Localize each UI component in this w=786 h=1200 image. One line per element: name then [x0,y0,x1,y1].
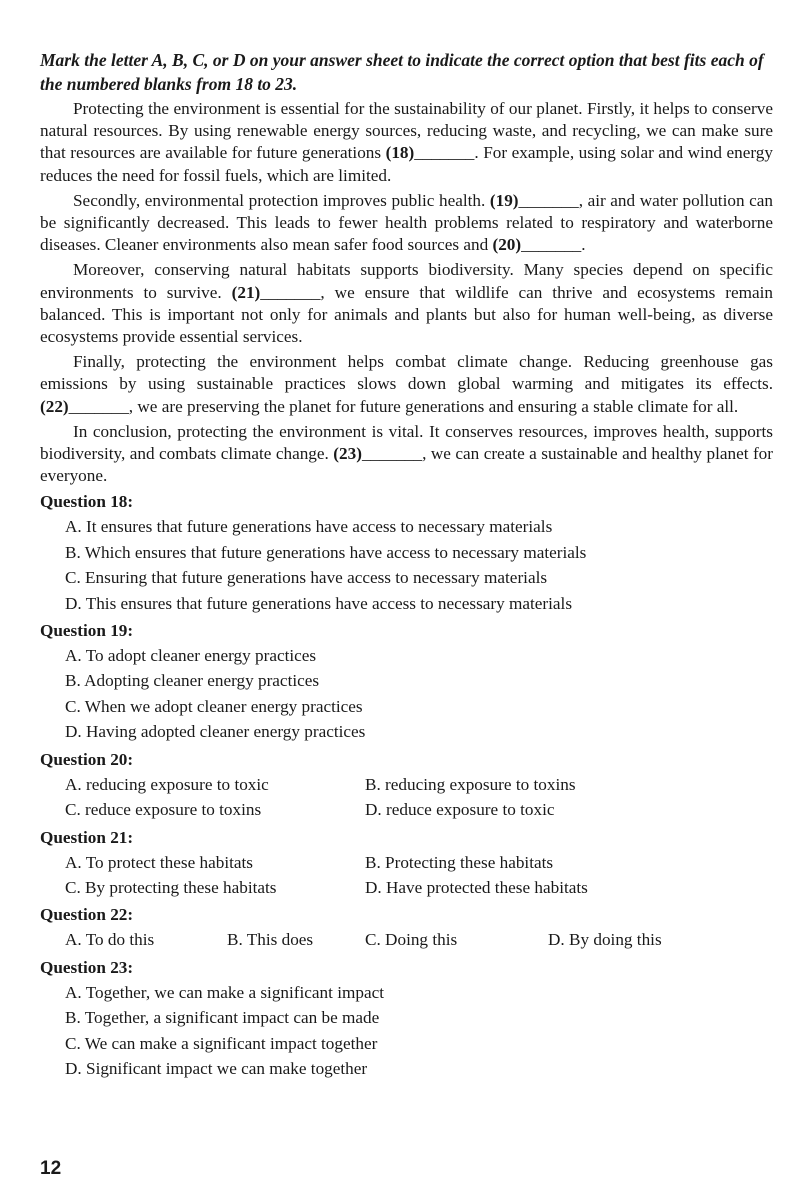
options-row [40,797,773,822]
option-d[interactable]: D. This ensures that future generations have access to necessary materials [65,593,573,613]
option-c[interactable]: C. Ensuring that future generations have access to necessary materials [65,568,548,588]
paragraph-text: _______, we are preserving the planet for future generations and ensuring a stable climate for all. [68,396,739,416]
paragraph-text: Secondly, environmental protection improves public health. [73,190,490,210]
option-b[interactable]: B. Together, a significant impact can be made [65,1008,380,1028]
paragraph-text: _______. [521,235,586,255]
options-row [40,875,773,900]
blank-20-number: (20) [492,235,522,255]
paragraph-text: _______, we can create a sustainable and healthy planet for everyone. [40,444,773,486]
page-number: 12 [40,1158,62,1179]
question-title: Question 22: [40,905,134,925]
paragraph-text: Protecting the environment is essential for the sustainability of our planet. Firstly, it helps to conserve natural resources. By using renewable energy sources, reducing waste, and recycling, we can make sure that resources are available for future generations [40,99,773,163]
options-row [40,927,773,952]
option-a[interactable]: A. To protect these habitats [65,852,253,872]
option-c[interactable]: C. We can make a significant impact together [65,1033,378,1053]
option-b[interactable]: B. reducing exposure to toxins [365,774,576,794]
option-d[interactable]: D. Significant impact we can make together [65,1058,368,1078]
question-title: Question 21: [40,827,134,847]
option-d[interactable]: D. reduce exposure to toxic [365,800,555,820]
paragraph-text: _______. For example, using solar and wind energy reduces the need for fossil fuels, which are limited. [40,143,773,185]
option-d[interactable]: D. Having adopted cleaner energy practices [65,722,366,742]
option-a[interactable]: A. It ensures that future generations have access to necessary materials [65,517,553,537]
passage-paragraph-5 [40,421,773,488]
option-b[interactable]: B. Adopting cleaner energy practices [65,671,320,691]
question-21 [40,826,773,901]
option-b[interactable]: B. Protecting these habitats [365,852,554,872]
question-title: Question 18: [40,492,134,512]
option-c[interactable]: C. Doing this [365,930,458,950]
page-content [40,48,773,1081]
options-row [40,850,773,875]
option-a[interactable]: A. reducing exposure to toxic [65,774,269,794]
option-d[interactable]: D. Have protected these habitats [365,877,588,897]
paragraph-text: Finally, protecting the environment helps combat climate change. Reducing greenhouse gas emissions by using sustainable practices slows down global warming and mitigates its effects. [40,352,773,394]
option-c[interactable]: C. By protecting these habitats [65,877,277,897]
question-18 [40,490,773,616]
question-20 [40,748,773,823]
paragraph-text: _______, air and water pollution can be significantly decreased. This leads to fewer health problems related to respiratory and waterborne diseases. Cleaner environments also mean safer food sources and [40,190,773,255]
option-a[interactable]: A. To adopt cleaner energy practices [65,646,317,666]
option-a[interactable]: A. To do this [65,930,155,950]
question-19 [40,619,773,745]
option-a[interactable]: A. Together, we can make a significant impact [65,982,384,1002]
option-b[interactable]: B. This does [227,930,314,950]
question-22 [40,903,773,952]
passage-paragraph-2 [40,190,773,257]
question-title: Question 20: [40,749,134,769]
blank-18-number: (18) [385,143,415,163]
passage-paragraph-1 [40,98,773,187]
blank-22-number: (22) [40,396,69,416]
instruction-text: Mark the letter A, B, C, or D on your answer sheet to indicate the correct option that best fits each of the numbered blanks from 18 to 23. [40,50,764,94]
option-d[interactable]: D. By doing this [548,930,662,950]
paragraph-text: In conclusion, protecting the environment is vital. It conserves resources, improves health, supports biodiversity, and combats climate change. [40,421,773,464]
question-23 [40,956,773,1082]
blank-21-number: (21) [231,282,261,302]
blank-19-number: (19) [489,190,519,210]
paragraph-text: Moreover, conserving natural habitats supports biodiversity. Many species depend on specific environments to survive. [40,260,773,302]
passage-paragraph-4 [40,351,773,418]
passage-paragraph-3 [40,259,773,348]
blank-23-number: (23) [333,444,362,464]
option-c[interactable]: C. reduce exposure to toxins [65,800,262,820]
question-title: Question 23: [40,957,134,977]
paragraph-text: _______, we ensure that wildlife can thrive and ecosystems remain balanced. This is important not only for animals and plants but also for human well-being, as diverse ecosystems provide essential services. [40,282,773,347]
options-row [40,772,773,797]
question-title: Question 19: [40,621,134,641]
option-b[interactable]: B. Which ensures that future generations have access to necessary materials [65,542,587,562]
option-c[interactable]: C. When we adopt cleaner energy practices [65,696,363,716]
